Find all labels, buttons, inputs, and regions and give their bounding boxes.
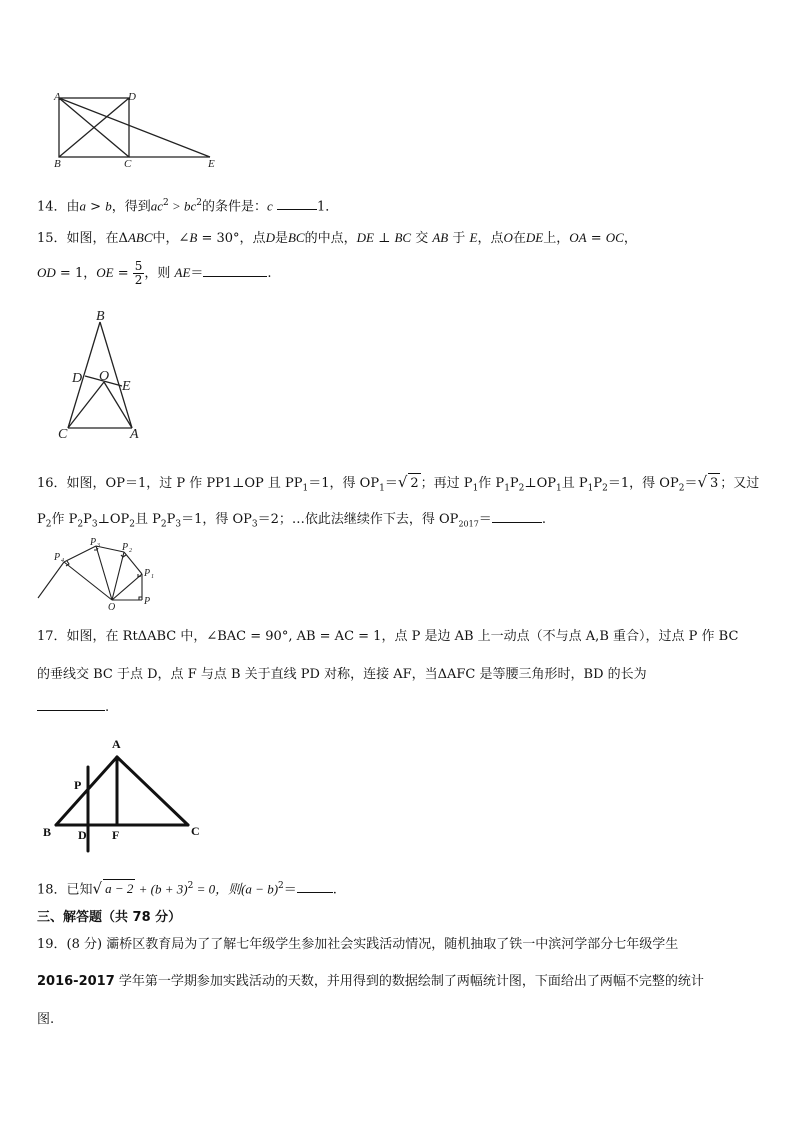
q15-de: DE (356, 230, 374, 245)
q16-radical-sign-2: √ (697, 473, 708, 491)
q16-l2-t1: P (37, 512, 46, 527)
q15-t12: = (586, 231, 606, 246)
q15-t3: = 30°，点 (197, 231, 266, 246)
label-p4-sub: 4 (61, 558, 64, 564)
question-17-line-3 (37, 698, 109, 717)
q16-sqrt2: 2 (408, 473, 420, 494)
q16-l2-t4: ⊥OP (97, 512, 130, 527)
q14-text-b: ，得到 (111, 199, 151, 215)
q16-sub: 2 (160, 519, 167, 530)
q15-t1: 15．如图，在Δ (37, 231, 128, 246)
question-19-line-1: 19．(8 分) 灞桥区教育局为了了解七年级学生参加社会实践活动情况，随机抽取了铁一中滨河学部分七年级学生 (37, 937, 679, 952)
q14-var-a: a (79, 198, 87, 214)
q16-sub: 3 (175, 519, 182, 530)
figure-right-isosceles-triangle (40, 733, 210, 855)
q16-sub: 1 (504, 483, 510, 494)
segment-co (68, 382, 104, 428)
q15-oc: OC (605, 230, 624, 245)
question-16-line-2 (37, 510, 546, 534)
q16-t1: 16．如图，OP＝1，过 P 作 PP1⊥OP 且 PP (37, 476, 303, 491)
q15-oe: OE (96, 265, 114, 280)
q17-end: . (105, 700, 110, 715)
label-d: D (72, 371, 83, 386)
label-p: P (74, 778, 82, 792)
q15-t5: 的中点， (304, 231, 357, 246)
q15-t6: ⊥ (373, 231, 395, 246)
label-e: E (208, 158, 215, 170)
q18-radical-sign: √ (92, 879, 103, 898)
segment-p3p4 (64, 546, 96, 562)
label-c: C (58, 427, 68, 442)
q16-l2-t2: 作 P (51, 512, 78, 527)
question-19-line-2 (37, 973, 704, 991)
segment-op2 (112, 552, 124, 600)
q15-l2-t4: ＝ (190, 266, 204, 281)
q15-oa: OA (569, 230, 587, 245)
q15-answer-blank[interactable] (203, 264, 267, 277)
q16-sub: 2 (129, 519, 135, 530)
label-p3: P (90, 538, 97, 548)
label-c: C (191, 824, 200, 838)
label-p: P (144, 596, 151, 607)
label-p1-sub: 1 (151, 574, 154, 580)
label-c: C (124, 158, 132, 170)
q15-ab: AB (432, 230, 449, 245)
segment-op1 (112, 574, 142, 600)
q18-sq2: 2 (278, 881, 284, 891)
q15-d: D (265, 230, 275, 245)
figure-rectangle-diagonals (46, 88, 226, 170)
q16-sub: 3 (91, 519, 98, 530)
label-b: B (96, 309, 105, 324)
label-p1: P (144, 568, 151, 579)
q14-text-a: 14．由 (37, 199, 80, 215)
q16-radical-sign: √ (397, 473, 408, 491)
q14-var-c: c (267, 198, 273, 214)
q14-var-b: b (105, 198, 112, 214)
q15-fraction (133, 260, 145, 287)
q14-text-end: 1． (316, 199, 339, 215)
question-14 (37, 194, 338, 216)
q14-answer-blank[interactable] (277, 197, 317, 210)
q15-l2-t1: = 1， (55, 266, 97, 281)
q16-l2-t9: ＝ (478, 512, 492, 527)
label-p2-sub: 2 (129, 548, 132, 554)
segment-ac (117, 757, 188, 825)
segment-p2p3 (96, 546, 124, 552)
q18-radicand: a − 2 (105, 881, 134, 897)
q15-t9: ，点 (477, 231, 504, 246)
label-a: A (112, 737, 121, 751)
q15-t11: 上， (543, 231, 570, 246)
question-15-line-2 (37, 259, 272, 288)
q15-e: E (469, 230, 478, 245)
q18-t3: = 0，则(a − b) (193, 881, 279, 897)
q16-sub: 2 (678, 483, 685, 494)
q16-answer-blank[interactable] (492, 510, 542, 523)
q15-b: B (189, 230, 198, 245)
q16-t5: 作 P (478, 476, 505, 491)
label-o: O (99, 369, 110, 384)
figure-triangle-bca (56, 306, 156, 442)
q15-t10: 在 (512, 231, 526, 246)
question-17-line-1: 17．如图，在 RtΔABC 中，∠BAC = 90°, AB = AC = 1，点 P 是边 AB 上一动点（不与点 A,B 重合），过点 P 作 BC (37, 629, 739, 644)
q15-bc: BC (287, 230, 305, 245)
label-p3-sub: 3 (97, 543, 100, 549)
q16-sub: 1 (472, 483, 479, 494)
q15-o: O (503, 230, 513, 245)
q14-text-c: 的条件是： (202, 199, 268, 215)
q16-l2-end: . (541, 512, 546, 527)
q18-t1: 18．已知 (37, 882, 93, 898)
q16-sub: 1 (556, 483, 562, 494)
q14-ac: ac (150, 198, 164, 214)
q18-t4: ＝ (283, 882, 297, 898)
question-15-line-1 (37, 229, 637, 248)
question-19-line-3: 图. (37, 1012, 55, 1027)
q16-l2-t5: 且 P (134, 512, 161, 527)
q16-sub: 2 (602, 483, 608, 494)
q15-l2-t2: = (113, 266, 133, 281)
q16-sub: 1 (587, 483, 594, 494)
q18-sq: 2 (187, 881, 194, 891)
q16-sub: 1 (302, 483, 309, 494)
q16-l2-t7: ＝1，得 OP (181, 512, 252, 527)
q15-t8: 于 (448, 231, 470, 246)
segment-p1p2 (124, 552, 142, 574)
q16-sub: 2 (45, 519, 52, 530)
segment-continuation (38, 562, 64, 598)
question-17-line-2: 的垂线交 BC 于点 D，点 F 与点 B 关于直线 PD 对称，连接 AF，当ΔAFC 是等腰三角形时，BD 的长为 (37, 667, 647, 682)
label-p2: P (122, 542, 129, 553)
q16-t6: P (509, 476, 519, 491)
question-18 (37, 877, 337, 899)
q16-sub: 2 (77, 519, 84, 530)
segment-ae (59, 98, 210, 157)
q16-l2-t3: P (83, 512, 92, 527)
label-b: B (43, 825, 52, 839)
q16-t2: ＝1，得 OP (308, 476, 380, 491)
q15-t13: ， (623, 231, 637, 246)
q18-t2: + (b + 3) (135, 881, 188, 897)
q15-abc: ABC (127, 230, 153, 245)
q19-year: 2016-2017 (37, 974, 115, 989)
q15-bc2: BC (394, 230, 412, 245)
q17-answer-blank[interactable] (37, 698, 105, 711)
q15-t4: 是 (274, 231, 288, 246)
figure-spiral-of-roots (36, 538, 166, 612)
q14-sq1: 2 (163, 198, 169, 208)
q18-answer-blank[interactable] (297, 880, 333, 893)
q15-frac-den: 2 (134, 273, 143, 287)
section-title-solutions: 三、解答题（共 78 分） (37, 910, 182, 925)
q14-gt: > (86, 199, 106, 215)
label-e: E (122, 379, 131, 394)
q16-t10: ＝1，得 OP (607, 476, 679, 491)
q16-t9: P (593, 476, 603, 491)
q16-t3: ＝ (384, 476, 398, 491)
q16-sub: 1 (379, 483, 385, 494)
q16-sqrt3: 3 (708, 473, 720, 494)
label-d: D (128, 91, 136, 103)
label-p4: P (54, 552, 61, 563)
q19-line-2-text: 学年第一学期参加实践活动的天数，并用得到的数据绘制了两幅统计图，下面给出了两幅不完整的统计 (114, 974, 704, 989)
q15-frac-num: 5 (134, 259, 143, 273)
label-a: A (54, 91, 61, 103)
q14-sq2: 2 (196, 198, 203, 208)
q16-t4: ；再过 P (420, 476, 473, 491)
q15-l2-end: . (267, 266, 272, 281)
label-d: D (78, 828, 87, 842)
q15-l2-t3: ，则 (144, 266, 175, 281)
q16-sub: 2 (518, 483, 525, 494)
q16-t11: ＝ (684, 476, 698, 491)
q15-de2: DE (525, 230, 544, 245)
q16-sub-2017: 2017 (458, 519, 479, 529)
q16-l2-t6: P (166, 512, 176, 527)
q15-t7: 交 (411, 231, 433, 246)
segment-op3 (96, 546, 112, 600)
q15-t2: 中，∠ (152, 231, 190, 246)
q14-bc: > bc (168, 198, 197, 214)
q16-t8: 且 P (561, 476, 588, 491)
q18-end: . (332, 882, 337, 898)
q16-sub: 3 (251, 519, 258, 530)
question-16-line-1 (37, 472, 759, 499)
q16-t7: ⊥OP (524, 476, 557, 491)
q15-od: OD (37, 265, 56, 280)
segment-op4 (64, 562, 112, 600)
q16-l2-t8: ＝2；…依此法继续作下去，得 OP (257, 512, 459, 527)
label-a: A (130, 427, 139, 442)
label-o: O (108, 602, 116, 612)
label-b: B (54, 158, 61, 170)
q16-t12: ；又过 (720, 476, 760, 491)
label-f: F (112, 828, 120, 842)
q15-ae: AE (174, 265, 191, 280)
